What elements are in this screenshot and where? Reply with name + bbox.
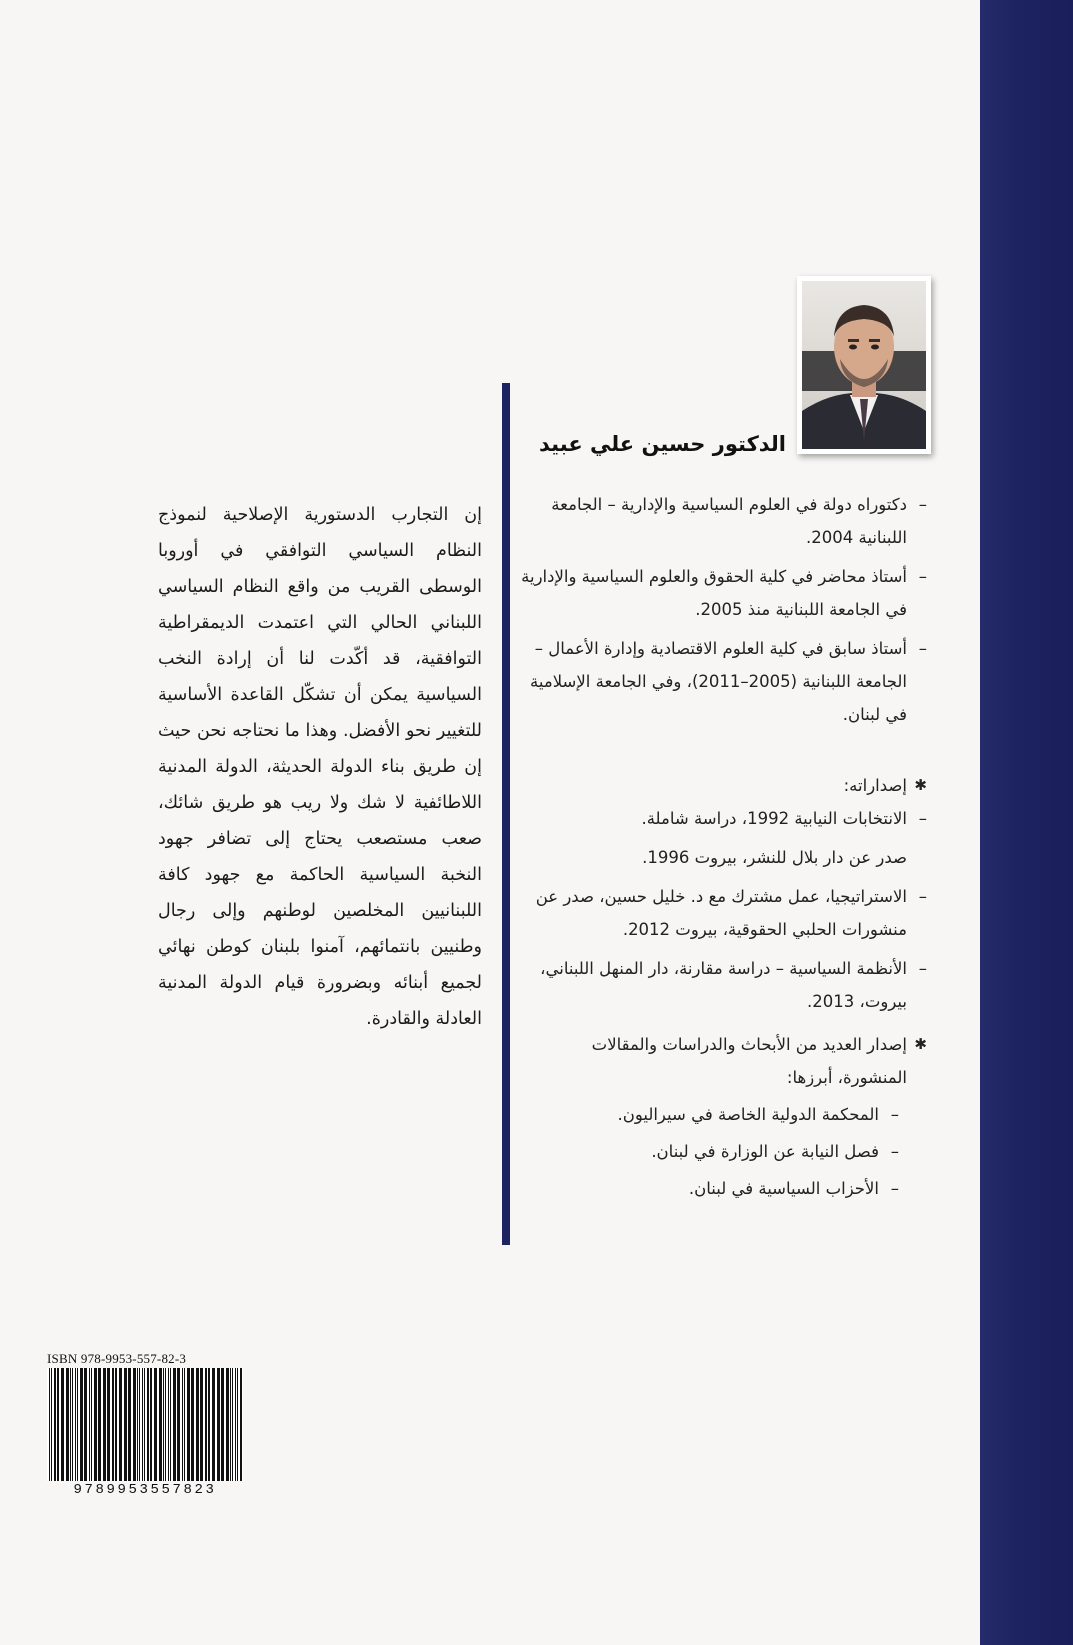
research-heading [520,1028,927,1094]
dash-bullet: – [918,809,927,828]
research-text: الأحزاب السياسية في لبنان. [688,1179,879,1198]
isbn-label: ISBN 978-9953-557-82-3 [47,1351,187,1366]
barcode-bar [124,1368,127,1481]
barcode-bar [72,1368,73,1481]
accent-divider-bar [502,383,510,1245]
publication-item [520,802,927,835]
barcode-bar [75,1368,76,1481]
research-item [520,1135,899,1168]
barcode-bar [196,1368,199,1481]
barcode-bar [173,1368,176,1481]
credential-text: دكتوراه دولة في العلوم السياسية والإدارية – الجامعة اللبنانية 2004. [551,495,907,547]
author-name: الدكتور حسين علي عبيد [539,432,786,456]
barcode-bar [177,1368,180,1481]
publication-note: صدر عن دار بلال للنشر، بيروت 1996. [642,848,907,867]
barcode-bar [235,1368,236,1481]
barcode-bar [94,1368,97,1481]
barcode-bar [91,1368,92,1481]
dash-bullet: – [918,495,927,514]
dash-bullet: – [918,887,927,906]
barcode-bar [128,1368,131,1481]
barcode-bar [66,1368,69,1481]
barcode-bar [184,1368,185,1481]
barcode-bar [191,1368,194,1481]
barcode-bar [98,1368,101,1481]
asterisk-bullet-icon: ✱ [914,1035,927,1053]
credential-text: أستاذ سابق في كلية العلوم الاقتصادية وإدارة الأعمال – الجامعة اللبنانية (2005–2011)، وفي الجامعة الإسلامية في لبنان. [530,639,907,724]
barcode-bar [212,1368,215,1481]
research-item [520,1098,899,1131]
barcode-bar [61,1368,64,1481]
author-photo [797,276,931,454]
dash-bullet: – [918,959,927,978]
barcode-bar [80,1368,83,1481]
barcode-bar [237,1368,238,1481]
publication-text: الانتخابات النيابية 1992، دراسة شاملة. [641,809,907,828]
publications-heading-text: إصداراته: [843,776,907,795]
barcode-bars [47,1368,243,1481]
barcode-bar [240,1368,242,1481]
dash-bullet: – [918,639,927,658]
barcode-bar [208,1368,210,1481]
barcode-bar [144,1368,145,1481]
barcode-bar [150,1368,152,1481]
barcode-bar [154,1368,157,1481]
credential-text: أستاذ محاضر في كلية الحقوق والعلوم السياسية والإدارية في الجامعة اللبنانية منذ 2005. [521,567,907,619]
barcode-bar [159,1368,162,1481]
barcode-bar [54,1368,56,1481]
barcode-bar [200,1368,203,1481]
barcode-bar [137,1368,138,1481]
credential-item [520,488,927,554]
barcode-bar [232,1368,233,1481]
barcode-bar [170,1368,171,1481]
barcode-bar [84,1368,87,1481]
barcode-bar [165,1368,166,1481]
barcode-bar [119,1368,122,1481]
barcode-bar [139,1368,140,1481]
barcode-bar [77,1368,78,1481]
credential-item [520,632,927,731]
publications-heading [520,769,927,802]
barcode-bar [221,1368,224,1481]
barcode-bar [205,1368,207,1481]
barcode-bar [115,1368,117,1481]
research-heading-text: إصدار العديد من الأبحاث والدراسات والمقالات المنشورة، أبرزها: [591,1035,907,1087]
dash-bullet: – [890,1179,899,1198]
author-bio [520,488,927,1205]
barcode-bar [57,1368,59,1481]
barcode-bar [147,1368,149,1481]
book-spine-band [980,0,1073,1645]
barcode-bar [168,1368,169,1481]
barcode-bar [112,1368,114,1481]
barcode-bar [217,1368,220,1481]
barcode-bar [182,1368,183,1481]
barcode-bar [51,1368,52,1481]
dash-bullet: – [890,1105,899,1124]
publication-item [520,880,927,946]
dash-bullet: – [890,1142,899,1161]
isbn-barcode [47,1368,243,1481]
credential-item [520,560,927,626]
barcode-bar [230,1368,231,1481]
book-description: إن التجارب الدستورية الإصلاحية لنموذج النظام السياسي التوافقي في أوروبا الوسطى القريب من واقع النظام السياسي اللبناني الحالي التي اعتمدت الديمقراطية التوافقية، قد أكّدت لنا أن إرادة النخب السياسية يمكن أن تشكّل القاعدة الأساسية للتغيير نحو الأفضل. وهذا ما نحتاجه نحن حيث إن طريق بناء الدولة الحديثة، الدولة المدنية اللاطائفية لا شك ولا ريب هو طريق شائك، صعب مستصعب يحتاج إلى تضافر جهود النخبة السياسية الحاكمة مع جهود كافة اللبنانيين المخلصين لوطنهم وإلى رجال وطنيين بانتمائهم، آمنوا بلبنان كوطن نهائي لجميع أبنائه وبضرورة قيام الدولة المدنية العادلة والقادرة. [158,505,482,1029]
publication-text: الاستراتيجيا، عمل مشترك مع د. خليل حسين، صدر عن منشورات الحلبي الحقوقية، بيروت 2012. [535,887,907,939]
research-item [520,1172,899,1205]
research-text: فصل النيابة عن الوزارة في لبنان. [651,1142,879,1161]
research-text: المحكمة الدولية الخاصة في سيراليون. [617,1105,879,1124]
barcode-digits: 9789953557823 [73,1482,217,1498]
barcode-bar [89,1368,90,1481]
barcode-bar [70,1368,71,1481]
dash-bullet: – [918,567,927,586]
barcode-bar [187,1368,190,1481]
barcode-bar [142,1368,143,1481]
author-portrait-image [802,281,926,449]
barcode-bar [49,1368,50,1481]
barcode-bar [226,1368,229,1481]
publication-item [520,952,927,1018]
barcode-bar [133,1368,136,1481]
barcode-bar [107,1368,110,1481]
publication-text: الأنظمة السياسية – دراسة مقارنة، دار المنهل اللبناني، بيروت، 2013. [540,959,907,1011]
barcode-bar [103,1368,106,1481]
barcode-bar [163,1368,164,1481]
asterisk-bullet-icon: ✱ [914,776,927,794]
